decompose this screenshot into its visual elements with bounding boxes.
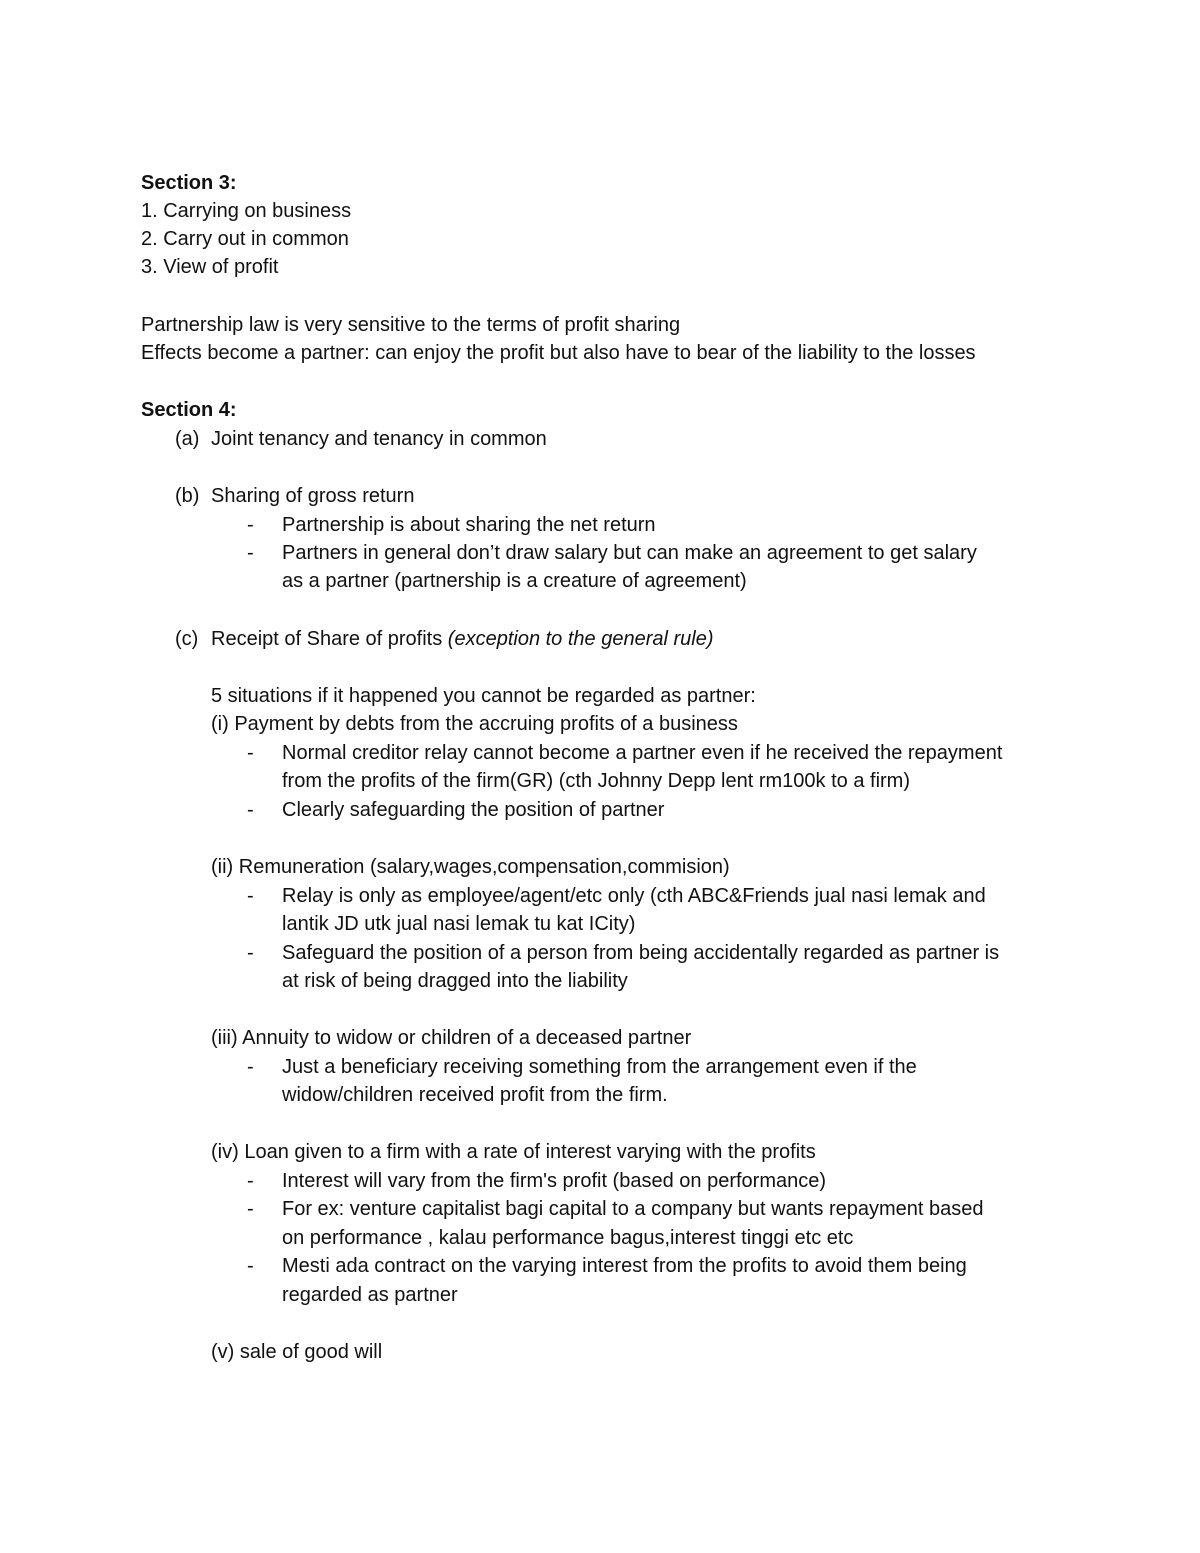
- situations-intro: 5 situations if it happened you cannot be regarded as partner:: [211, 685, 756, 707]
- section-4-heading: Section 4:: [141, 399, 237, 421]
- iv-bullet-2-line-2: on performance , kalau performance bagus,interest tinggi etc etc: [282, 1227, 854, 1249]
- bullet-dash: -: [247, 942, 254, 964]
- b-bullet-1: Partnership is about sharing the net return: [282, 514, 656, 536]
- item-c-main: Receipt of Share of profits: [211, 628, 448, 650]
- situation-iii-title: (iii) Annuity to widow or children of a deceased partner: [211, 1027, 692, 1049]
- item-c-exception-note: (exception to the general rule): [447, 628, 714, 650]
- item-c-text: [211, 625, 714, 653]
- situation-iv-title: (iv) Loan given to a firm with a rate of interest varying with the profits: [211, 1141, 816, 1163]
- item-b-label: (b): [175, 485, 200, 507]
- section-3-item-2: 2. Carry out in common: [141, 228, 349, 250]
- item-a-text: Joint tenancy and tenancy in common: [211, 428, 547, 450]
- iv-bullet-3-line-1: Mesti ada contract on the varying interest from the profits to avoid them being: [282, 1255, 967, 1277]
- b-bullet-2-line-1: Partners in general don’t draw salary but can make an agreement to get salary: [282, 542, 977, 564]
- ii-bullet-2-line-2: at risk of being dragged into the liability: [282, 970, 628, 992]
- section-3-item-3: 3. View of profit: [141, 256, 279, 278]
- bullet-dash: -: [247, 742, 254, 764]
- bullet-dash: -: [247, 514, 254, 536]
- i-bullet-2: Clearly safeguarding the position of partner: [282, 799, 665, 821]
- item-a-label: (a): [175, 428, 200, 450]
- paragraph-profit-sharing: Partnership law is very sensitive to the terms of profit sharing: [141, 314, 681, 336]
- situation-v-title: (v) sale of good will: [211, 1341, 383, 1363]
- bullet-dash: -: [247, 1056, 254, 1078]
- iv-bullet-1: Interest will vary from the firm's profit (based on performance): [282, 1170, 827, 1192]
- bullet-dash: -: [247, 799, 254, 821]
- item-b-text: Sharing of gross return: [211, 485, 415, 507]
- i-bullet-1-line-2: from the profits of the firm(GR) (cth Johnny Depp lent rm100k to a firm): [282, 770, 910, 792]
- b-bullet-2-line-2: as a partner (partnership is a creature of agreement): [282, 570, 747, 592]
- bullet-dash: -: [247, 1170, 254, 1192]
- section-3-heading: Section 3:: [141, 172, 237, 194]
- iv-bullet-2-line-1: For ex: venture capitalist bagi capital to a company but wants repayment based: [282, 1198, 984, 1220]
- iii-bullet-1-line-1: Just a beneficiary receiving something from the arrangement even if the: [282, 1056, 917, 1078]
- ii-bullet-1-line-1: Relay is only as employee/agent/etc only (cth ABC&Friends jual nasi lemak and: [282, 885, 986, 907]
- bullet-dash: -: [247, 885, 254, 907]
- item-c-label: (c): [175, 628, 199, 650]
- ii-bullet-2-line-1: Safeguard the position of a person from being accidentally regarded as partner is: [282, 942, 1000, 964]
- bullet-dash: -: [247, 542, 254, 564]
- iii-bullet-1-line-2: widow/children received profit from the firm.: [282, 1084, 668, 1106]
- i-bullet-1-line-1: Normal creditor relay cannot become a partner even if he received the repayment: [282, 742, 1003, 764]
- iv-bullet-3-line-2: regarded as partner: [282, 1284, 458, 1306]
- paragraph-effects: Effects become a partner: can enjoy the profit but also have to bear of the liability to the losses: [141, 342, 976, 364]
- bullet-dash: -: [247, 1198, 254, 1220]
- situation-i-title: (i) Payment by debts from the accruing profits of a business: [211, 713, 738, 735]
- section-3-item-1: 1. Carrying on business: [141, 200, 352, 222]
- bullet-dash: -: [247, 1255, 254, 1277]
- ii-bullet-1-line-2: lantik JD utk jual nasi lemak tu kat ICity): [282, 913, 636, 935]
- situation-ii-title: (ii) Remuneration (salary,wages,compensation,commision): [211, 856, 730, 878]
